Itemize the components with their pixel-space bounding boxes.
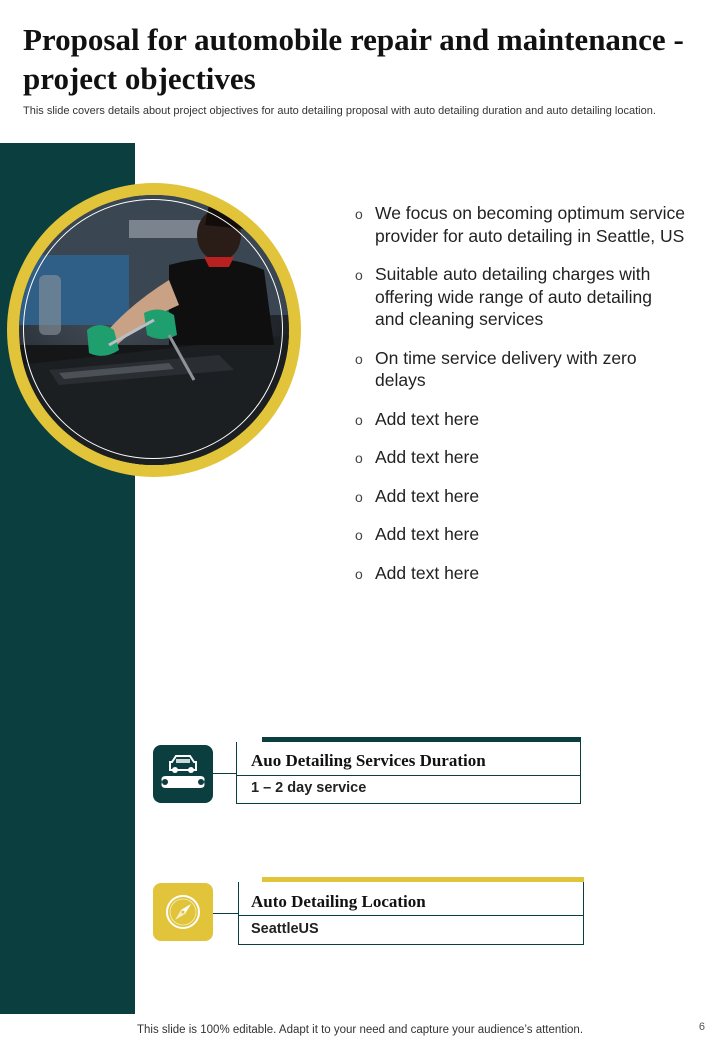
objective-text: Suitable auto detailing charges with offering wide range of auto detailing and cleaning services bbox=[375, 264, 652, 329]
car-wrench-glyph bbox=[158, 752, 208, 796]
bullet-marker: o bbox=[355, 206, 363, 222]
bullet-marker: o bbox=[355, 488, 363, 505]
page-number: 6 bbox=[698, 1021, 705, 1033]
card-divider bbox=[236, 775, 581, 776]
footer-note: This slide is 100% editable. Adapt it to your need and capture your audience’s attention. bbox=[136, 1024, 584, 1036]
card-connector bbox=[213, 913, 239, 945]
card-title: Auto Detailing Location bbox=[251, 892, 426, 911]
objective-item bbox=[355, 263, 685, 331]
compass-glyph bbox=[161, 890, 205, 934]
bullet-marker: o bbox=[355, 350, 363, 367]
objective-text: Add text here bbox=[375, 562, 480, 583]
objective-text: On time service delivery with zero delays bbox=[375, 347, 637, 390]
card-divider bbox=[238, 915, 584, 916]
bullet-marker: o bbox=[355, 450, 363, 466]
page-subtitle: This slide covers details about project objectives for auto detailing proposal with auto detailing duration and auto detailing location. bbox=[23, 105, 656, 117]
card-title: Auo Detailing Services Duration bbox=[251, 751, 486, 770]
bullet-marker: o bbox=[355, 527, 363, 543]
card-connector bbox=[213, 773, 237, 804]
objective-item bbox=[355, 446, 685, 469]
objective-text: Add text here bbox=[375, 447, 480, 467]
objective-item bbox=[355, 562, 685, 585]
page-title: Proposal for automobile repair and maintenance - project objectives bbox=[23, 22, 684, 96]
bullet-marker: o bbox=[355, 411, 363, 428]
objective-text: Add text here bbox=[375, 408, 480, 429]
objective-text: Add text here bbox=[375, 524, 480, 544]
objective-item bbox=[355, 347, 685, 392]
objective-item bbox=[355, 408, 685, 431]
card-value: SeattleUS bbox=[251, 921, 319, 937]
bullet-marker: o bbox=[355, 565, 363, 582]
compass-icon bbox=[153, 883, 213, 941]
objective-text: We focus on becoming optimum service provider for auto detailing in Seattle, US bbox=[375, 203, 685, 246]
photo-inner-ring bbox=[23, 199, 283, 459]
objectives-list bbox=[355, 202, 685, 600]
bullet-marker: o bbox=[355, 267, 363, 283]
objective-text: Add text here bbox=[375, 485, 480, 506]
card-value: 1 – 2 day service bbox=[251, 780, 367, 796]
car-repair-icon bbox=[153, 745, 213, 803]
objective-item bbox=[355, 202, 685, 247]
objective-item bbox=[355, 485, 685, 508]
objective-item bbox=[355, 523, 685, 546]
